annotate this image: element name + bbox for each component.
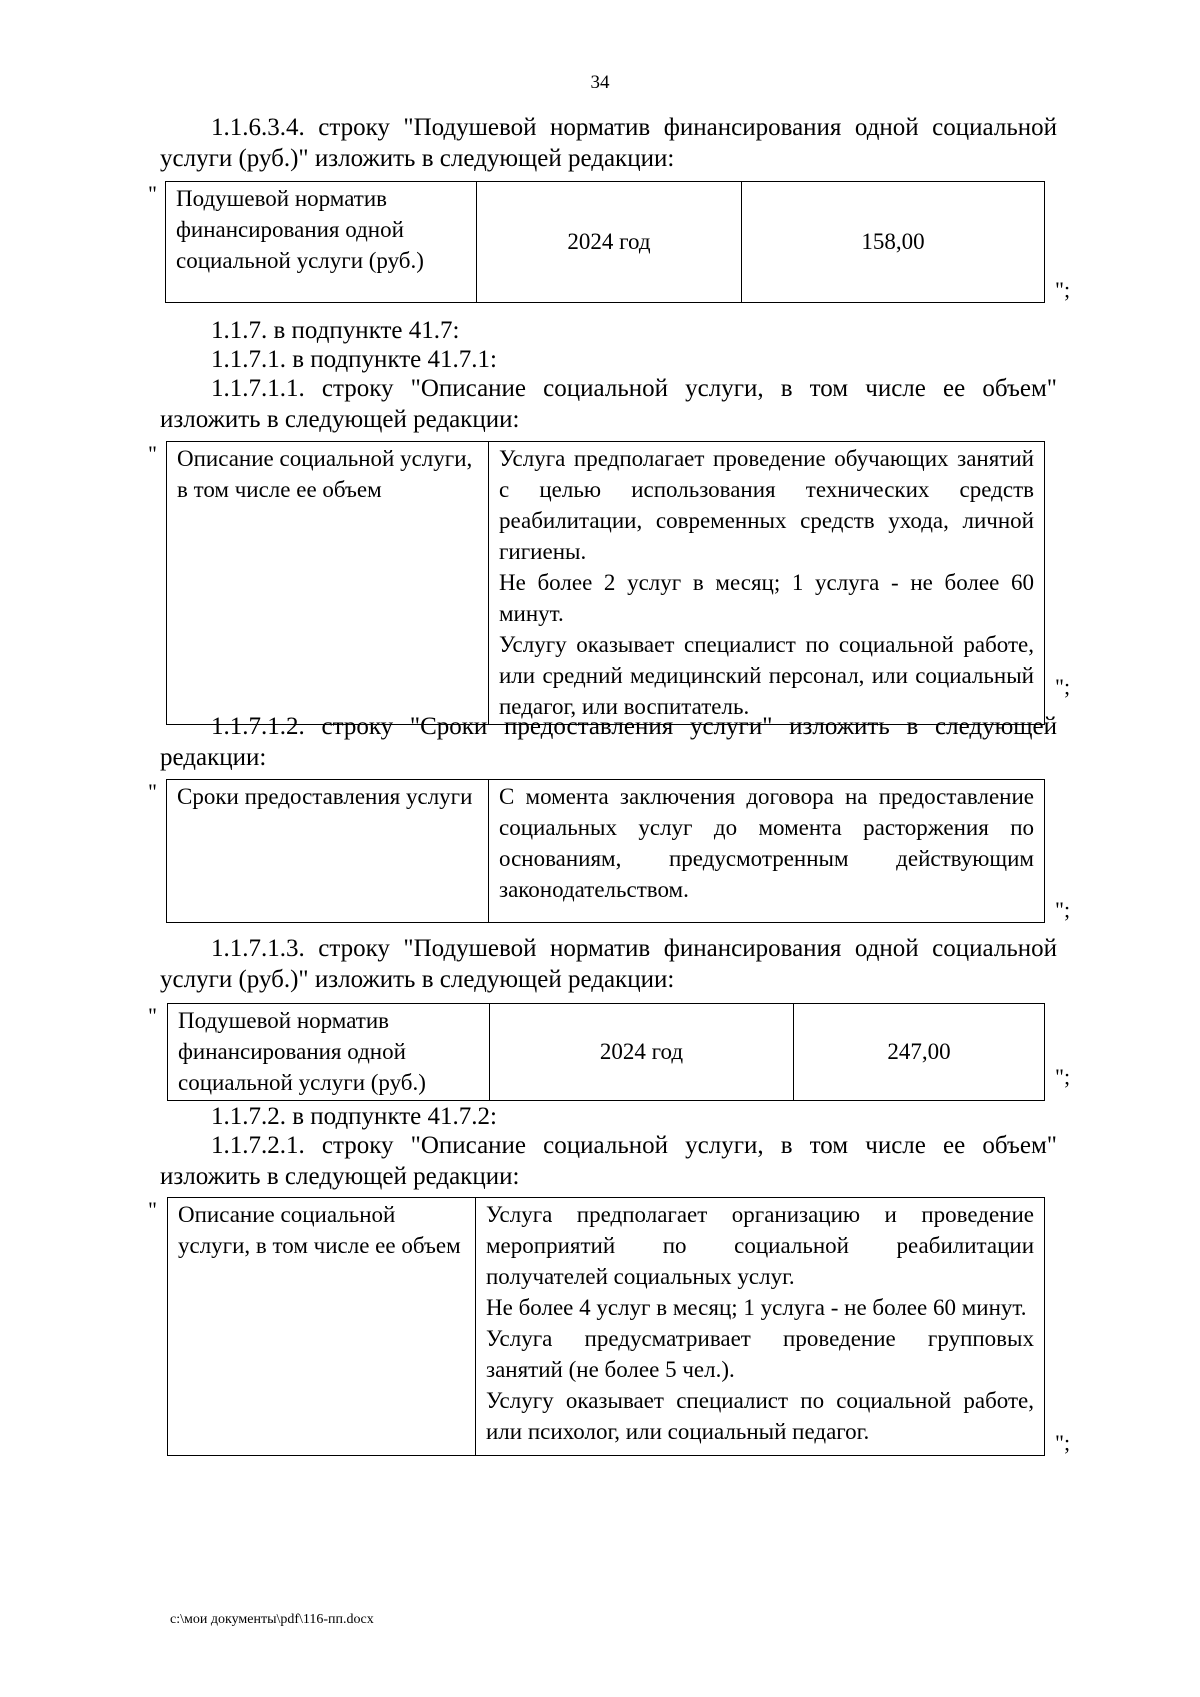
row-label: Описание социальной услуги, в том числе ее объем <box>167 442 489 725</box>
row-label: Сроки предоставления услуги <box>167 780 489 923</box>
footer-file-path: c:\мои документы\pdf\116-пп.docx <box>170 1612 374 1627</box>
paragraph-1-1-7: 1.1.7. в подпункте 41.7: <box>211 317 460 344</box>
paragraph-1-1-7-2: 1.1.7.2. в подпункте 41.7.2: <box>211 1103 497 1130</box>
value-cell: 158,00 <box>742 182 1045 303</box>
table-norm-2 <box>167 1003 1045 1101</box>
row-label: Подушевой норматив финансирования одной социальной услуги (руб.) <box>166 182 477 303</box>
quote-open: " <box>148 1197 157 1222</box>
paragraph-1-1-6-3-4: 1.1.6.3.4. строку "Подушевой норматив финансирования одной социальной услуги (руб.)" изложить в следующей редакции: <box>160 114 1057 172</box>
table-norm-1 <box>165 181 1045 303</box>
description-cell <box>476 1198 1045 1456</box>
paragraph-1-1-7-1-2: 1.1.7.1.2. строку "Сроки предоставления услуги" изложить в следующей редакции: <box>160 713 1057 771</box>
quote-close: "; <box>1055 277 1071 302</box>
quote-open: " <box>148 779 157 804</box>
table-description-2 <box>167 1197 1045 1456</box>
description-text-2: Не более 2 услуг в месяц; 1 услуга - не более 60 минут. <box>499 570 1034 626</box>
quote-close: "; <box>1055 897 1071 922</box>
description-text-3: Услуга предусматривает проведение групповых занятий (не более 5 чел.). <box>486 1326 1034 1382</box>
quote-close: "; <box>1055 1064 1071 1089</box>
value-cell: 247,00 <box>794 1004 1045 1101</box>
table-description-1 <box>166 441 1045 725</box>
paragraph-1-1-7-1-1: 1.1.7.1.1. строку "Описание социальной услуги, в том числе ее объем" изложить в следующей редакции: <box>160 375 1057 433</box>
quote-close: "; <box>1055 1430 1071 1455</box>
description-text-2: Не более 4 услуг в месяц; 1 услуга - не более 60 минут. <box>486 1295 1027 1320</box>
paragraph-1-1-7-1-3: 1.1.7.1.3. строку "Подушевой норматив финансирования одной социальной услуги (руб.)" изложить в следующей редакции: <box>160 935 1057 993</box>
year-cell: 2024 год <box>490 1004 794 1101</box>
year-cell: 2024 год <box>477 182 742 303</box>
paragraph-1-1-7-1: 1.1.7.1. в подпункте 41.7.1: <box>211 346 497 373</box>
description-cell <box>489 442 1045 725</box>
description-text-1: Услуга предполагает организацию и проведение мероприятий по социальной реабилитации получателей социальных услуг. <box>486 1202 1034 1289</box>
quote-close: "; <box>1055 674 1071 699</box>
row-label: Описание социальной услуги, в том числе ее объем <box>168 1198 476 1456</box>
quote-open: " <box>148 181 157 206</box>
description-text-1: Услуга предполагает проведение обучающих занятий с целью использования технических средств реабилитации, современных средств ухода, личной гигиены. <box>499 446 1034 564</box>
description-text-3: Услугу оказывает специалист по социальной работе, или средний медицинский персонал, или социальный педагог, или воспитатель. <box>499 632 1034 719</box>
paragraph-1-1-7-2-1: 1.1.7.2.1. строку "Описание социальной услуги, в том числе ее объем" изложить в следующей редакции: <box>160 1132 1057 1190</box>
table-terms <box>166 779 1045 923</box>
page-number: 34 <box>590 72 610 93</box>
description-text-4: Услугу оказывает специалист по социальной работе, или психолог, или социальный педагог. <box>486 1388 1034 1444</box>
quote-open: " <box>148 441 157 466</box>
row-label: Подушевой норматив финансирования одной социальной услуги (руб.) <box>168 1004 490 1101</box>
quote-open: " <box>148 1003 157 1028</box>
terms-cell: С момента заключения договора на предоставление социальных услуг до момента расторжения по основаниям, предусмотренным действующим законодательством. <box>489 780 1045 923</box>
